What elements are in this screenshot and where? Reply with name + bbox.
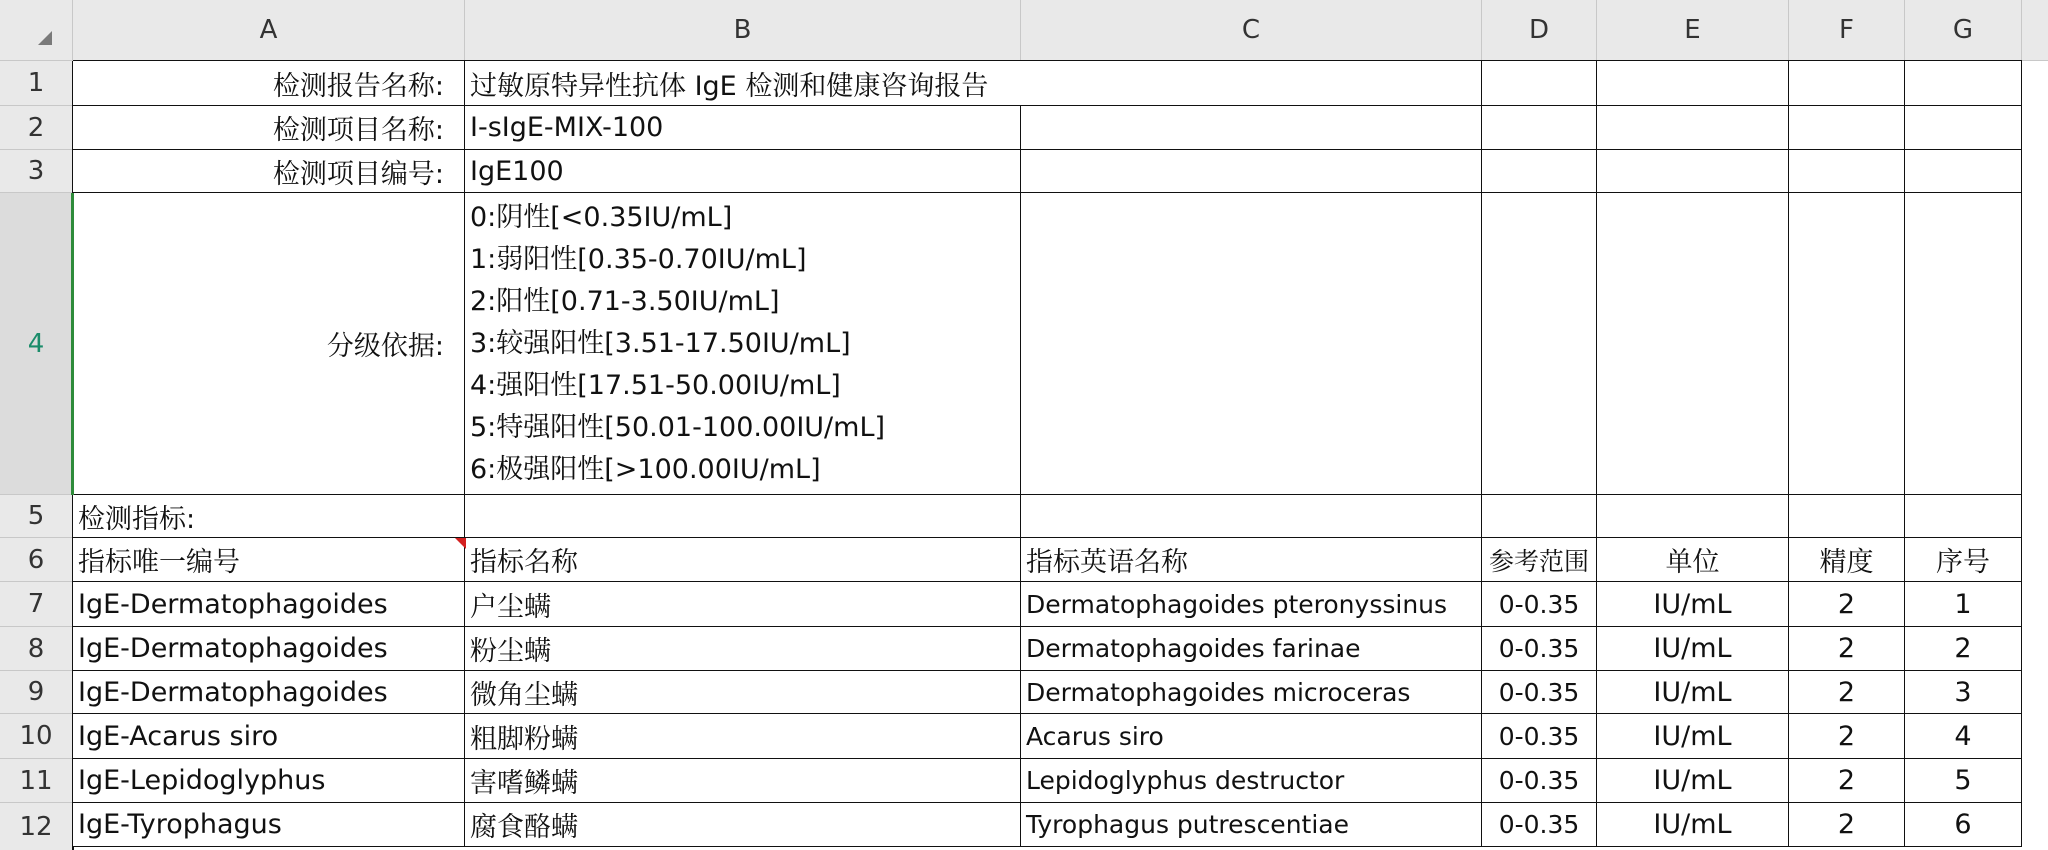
cell-a5[interactable]: 检测指标:: [73, 495, 465, 538]
table-row-5-name[interactable]: 害嗜鳞螨: [465, 759, 1021, 803]
row-header-3[interactable]: 3: [0, 150, 73, 193]
table-row-6-english[interactable]: Tyrophagus putrescentiae: [1021, 803, 1482, 847]
cell-f2[interactable]: [1789, 106, 1905, 150]
cell-a4[interactable]: 分级依据:: [73, 193, 465, 495]
table-row-2-id[interactable]: IgE-Dermatophagoides: [73, 627, 465, 671]
table-row-1-range[interactable]: 0-0.35: [1482, 582, 1597, 627]
table-row-5-range[interactable]: 0-0.35: [1482, 759, 1597, 803]
cell-g5[interactable]: [1905, 495, 2022, 538]
row-header-2[interactable]: 2: [0, 106, 73, 150]
column-header-e[interactable]: E: [1597, 0, 1789, 61]
column-header-b[interactable]: B: [465, 0, 1021, 61]
table-row-2-unit[interactable]: IU/mL: [1597, 627, 1789, 671]
select-all-button[interactable]: [0, 0, 73, 61]
table-row-3-id[interactable]: IgE-Dermatophagoides: [73, 671, 465, 714]
table-row-1-english[interactable]: Dermatophagoides pteronyssinus: [1021, 582, 1482, 627]
cell-c2[interactable]: [1021, 106, 1482, 150]
table-row-3-precision[interactable]: 2: [1789, 671, 1905, 714]
grade-line-5: 5:特强阳性[50.01-100.00IU/mL]: [470, 411, 886, 443]
grade-line-4: 4:强阳性[17.51-50.00IU/mL]: [470, 369, 841, 401]
table-row-6-precision[interactable]: 2: [1789, 803, 1905, 847]
column-header-a[interactable]: A: [73, 0, 465, 61]
grade-line-3: 3:较强阳性[3.51-17.50IU/mL]: [470, 327, 851, 359]
cell-e5[interactable]: [1597, 495, 1789, 538]
table-row-1-serial[interactable]: 1: [1905, 582, 2022, 627]
row-header-1[interactable]: 1: [0, 61, 73, 106]
table-row-4-precision[interactable]: 2: [1789, 714, 1905, 759]
header-unit[interactable]: 单位: [1597, 538, 1789, 582]
selection-indicator: [71, 193, 74, 495]
table-row-3-english[interactable]: Dermatophagoides microceras: [1021, 671, 1482, 714]
cell-d5[interactable]: [1482, 495, 1597, 538]
cell-b4[interactable]: [465, 193, 1021, 495]
table-row-4-id[interactable]: IgE-Acarus siro: [73, 714, 465, 759]
cell-f4[interactable]: [1789, 193, 1905, 495]
cell-b5[interactable]: [465, 495, 1021, 538]
table-row-2-serial[interactable]: 2: [1905, 627, 2022, 671]
cell-e1[interactable]: [1597, 61, 1789, 106]
row-header-8[interactable]: 8: [0, 627, 73, 671]
cell-b3[interactable]: IgE100: [465, 150, 1021, 193]
cell-b2[interactable]: I-sIgE-MIX-100: [465, 106, 1021, 150]
table-row-6-unit[interactable]: IU/mL: [1597, 803, 1789, 847]
table-row-2-english[interactable]: Dermatophagoides farinae: [1021, 627, 1482, 671]
grade-line-2: 2:阳性[0.71-3.50IU/mL]: [470, 285, 780, 317]
table-row-4-english[interactable]: Acarus siro: [1021, 714, 1482, 759]
table-row-5-precision[interactable]: 2: [1789, 759, 1905, 803]
table-row-3-serial[interactable]: 3: [1905, 671, 2022, 714]
table-row-4-range[interactable]: 0-0.35: [1482, 714, 1597, 759]
header-indicator-name[interactable]: 指标名称: [465, 538, 1021, 582]
row-header-9[interactable]: 9: [0, 671, 73, 714]
header-precision[interactable]: 精度: [1789, 538, 1905, 582]
table-row-1-id[interactable]: IgE-Dermatophagoides: [73, 582, 465, 627]
table-row-5-english[interactable]: Lepidoglyphus destructor: [1021, 759, 1482, 803]
cell-a1[interactable]: 检测报告名称:: [73, 61, 465, 106]
cell-g1[interactable]: [1905, 61, 2022, 106]
row-header-10[interactable]: 10: [0, 714, 73, 759]
cell-d4[interactable]: [1482, 193, 1597, 495]
table-row-1-precision[interactable]: 2: [1789, 582, 1905, 627]
cell-c5[interactable]: [1021, 495, 1482, 538]
row-header-6[interactable]: 6: [0, 538, 73, 582]
table-row-6-range[interactable]: 0-0.35: [1482, 803, 1597, 847]
cell-f3[interactable]: [1789, 150, 1905, 193]
table-row-3-unit[interactable]: IU/mL: [1597, 671, 1789, 714]
header-serial[interactable]: 序号: [1905, 538, 2022, 582]
cell-g4[interactable]: [1905, 193, 2022, 495]
column-header-c[interactable]: C: [1021, 0, 1482, 61]
table-row-4-serial[interactable]: 4: [1905, 714, 2022, 759]
header-english-name[interactable]: 指标英语名称: [1021, 538, 1482, 582]
comment-indicator-icon[interactable]: [455, 538, 466, 549]
table-row-5-id[interactable]: IgE-Lepidoglyphus: [73, 759, 465, 803]
row-header-4[interactable]: 4: [0, 193, 73, 495]
column-header-overflow: [2022, 0, 2048, 61]
grade-line-6: 6:极强阳性[>100.00IU/mL]: [470, 453, 821, 485]
table-row-2-range[interactable]: 0-0.35: [1482, 627, 1597, 671]
row-header-5[interactable]: 5: [0, 495, 73, 538]
cell-g2[interactable]: [1905, 106, 2022, 150]
cell-c4[interactable]: [1021, 193, 1482, 495]
table-row-1-name[interactable]: 户尘螨: [465, 582, 1021, 627]
cell-d2[interactable]: [1482, 106, 1597, 150]
table-row-2-precision[interactable]: 2: [1789, 627, 1905, 671]
cell-g3[interactable]: [1905, 150, 2022, 193]
table-row-6-name[interactable]: 腐食酪螨: [465, 803, 1021, 847]
column-header-d[interactable]: D: [1482, 0, 1597, 61]
table-row-6-id[interactable]: IgE-Tyrophagus: [73, 803, 465, 847]
table-row-1-unit[interactable]: IU/mL: [1597, 582, 1789, 627]
header-unique-id[interactable]: 指标唯一编号: [73, 538, 465, 582]
cell-d3[interactable]: [1482, 150, 1597, 193]
table-row-6-serial[interactable]: 6: [1905, 803, 2022, 847]
cell-c3[interactable]: [1021, 150, 1482, 193]
cell-f5[interactable]: [1789, 495, 1905, 538]
grade-line-1: 1:弱阳性[0.35-0.70IU/mL]: [470, 243, 807, 275]
cell-e2[interactable]: [1597, 106, 1789, 150]
cell-a3[interactable]: 检测项目编号:: [73, 150, 465, 193]
grid-overflow-area: [2022, 61, 2048, 850]
row-header-12[interactable]: 12: [0, 803, 73, 850]
header-reference-range[interactable]: 参考范围: [1482, 538, 1597, 582]
table-row-5-serial[interactable]: 5: [1905, 759, 2022, 803]
table-row-4-unit[interactable]: IU/mL: [1597, 714, 1789, 759]
table-row-4-name[interactable]: 粗脚粉螨: [465, 714, 1021, 759]
column-header-f[interactable]: F: [1789, 0, 1905, 61]
cell-e3[interactable]: [1597, 150, 1789, 193]
cell-f1[interactable]: [1789, 61, 1905, 106]
table-row-3-range[interactable]: 0-0.35: [1482, 671, 1597, 714]
select-all-triangle-icon: [38, 31, 52, 45]
cell-b1[interactable]: 过敏原特异性抗体 IgE 检测和健康咨询报告: [465, 61, 1482, 106]
row-header-11[interactable]: 11: [0, 759, 73, 803]
cell-d1[interactable]: [1482, 61, 1597, 106]
table-row-2-name[interactable]: 粉尘螨: [465, 627, 1021, 671]
row-header-7[interactable]: 7: [0, 582, 73, 627]
cell-a2[interactable]: 检测项目名称:: [73, 106, 465, 150]
cell-e4[interactable]: [1597, 193, 1789, 495]
table-row-3-name[interactable]: 微角尘螨: [465, 671, 1021, 714]
table-row-5-unit[interactable]: IU/mL: [1597, 759, 1789, 803]
grade-line-0: 0:阴性[<0.35IU/mL]: [470, 201, 733, 233]
column-header-g[interactable]: G: [1905, 0, 2022, 61]
